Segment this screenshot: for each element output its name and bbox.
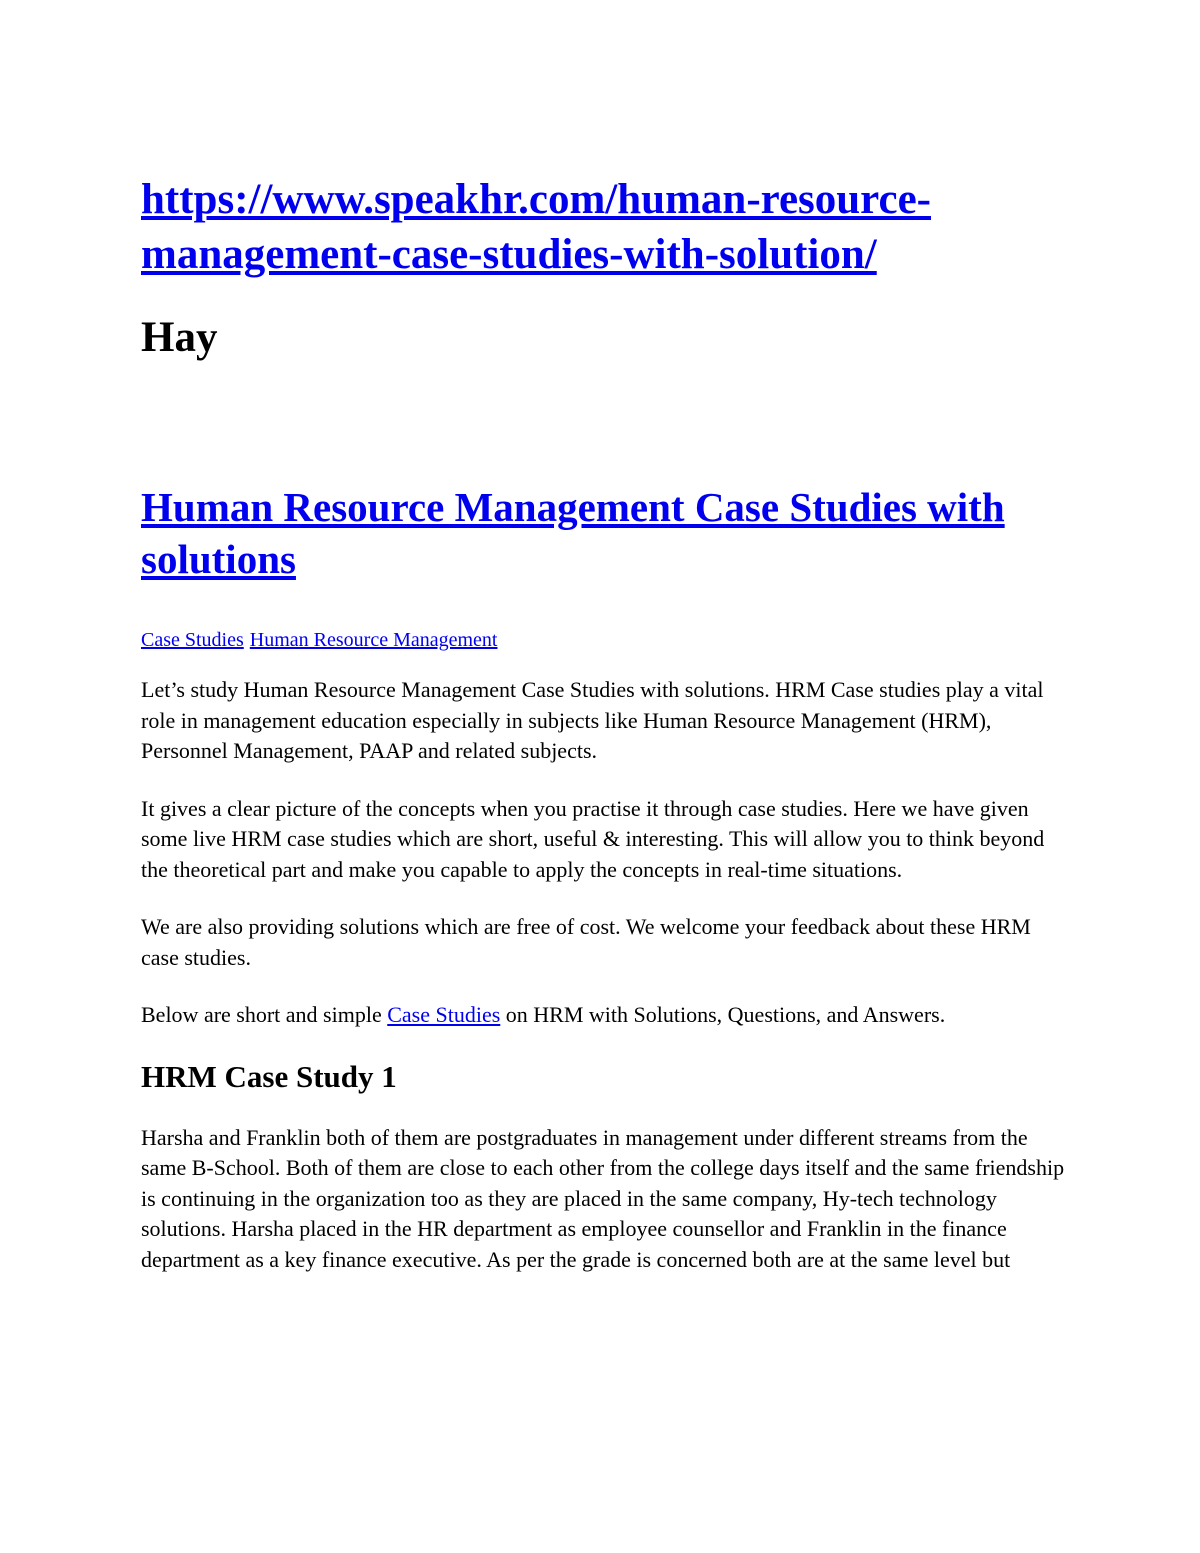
solutions-paragraph: We are also providing solutions which are free of cost. We welcome your feedback about these HRM case studies. <box>141 914 1031 970</box>
below-paragraph <box>141 1000 1071 1031</box>
case-study-heading: HRM Case Study 1 <box>141 1058 397 1094</box>
below-text-before: Below are short and simple <box>141 1002 388 1027</box>
below-text-after: on HRM with Solutions, Questions, and Answers. <box>500 1002 946 1027</box>
url-link[interactable]: https://www.speakhr.com/human-resource-management-case-studies-with-solution/ <box>141 176 931 278</box>
category-link-hrm[interactable]: Human Resource Management <box>249 629 498 651</box>
case-study-paragraph: Harsha and Franklin both of them are postgraduates in management under different streams from the same B-School. Both of them are close to each other from the college days itself and the same friendship is continuing in the organization too as they are placed in the same company, Hy-tech technology solutions. Harsha placed in the HR department as employee counsellor and Franklin in the finance department as a key finance executive. As per the grade is concerned both are at the same level but <box>141 1124 1065 1272</box>
concepts-paragraph: It gives a clear picture of the concepts when you practise it through case studies. Here we have given some live HRM case studies which are short, useful & interesting. This will allow you to think beyond the theoretical part and make you capable to apply the concepts in real-time situations. <box>141 795 1045 882</box>
url-heading <box>141 172 1071 282</box>
case-studies-inline-link[interactable]: Case Studies <box>387 1002 501 1027</box>
document-content <box>141 172 1071 1275</box>
article-title-link[interactable]: Human Resource Management Case Studies with solutions <box>141 484 1005 582</box>
category-links <box>141 627 1071 653</box>
hay-heading: Hay <box>141 314 218 361</box>
intro-paragraph: Let’s study Human Resource Management Case Studies with solutions. HRM Case studies play a vital role in management education especially in subjects like Human Resource Management (HRM), Personnel Management, PAAP and related subjects. <box>141 677 1044 763</box>
category-link-case-studies[interactable]: Case Studies <box>141 629 244 651</box>
article-title <box>141 481 1071 585</box>
